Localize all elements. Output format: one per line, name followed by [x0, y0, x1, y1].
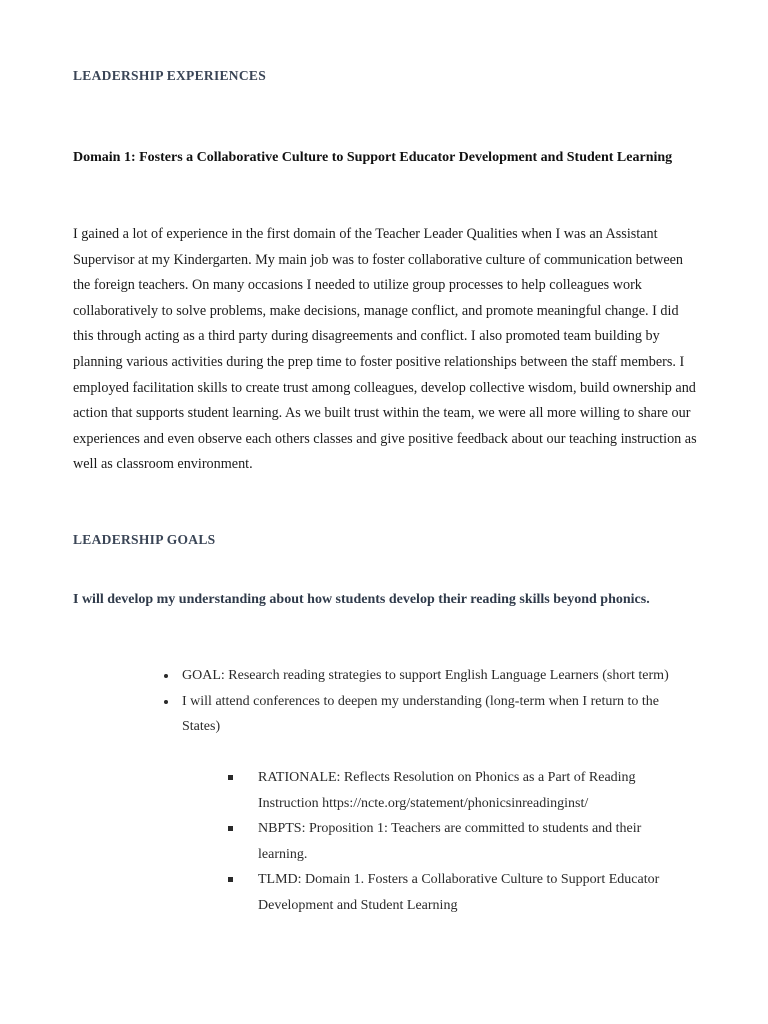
sub-bullet-text: RATIONALE: Reflects Resolution on Phonics as a Part of Reading Instruction https://ncte.org/statement/phonicsinreadinginst/ [258, 770, 636, 811]
bullet-dot-icon [164, 674, 168, 678]
bullet-dot-icon [164, 700, 168, 704]
goal-bullet-list [164, 663, 694, 740]
goal-statement: I will develop my understanding about how students develop their reading skills beyond phonics. [73, 592, 650, 607]
sub-bullet-item [228, 816, 688, 867]
experience-paragraph: I gained a lot of experience in the first domain of the Teacher Leader Qualities when I was an Assistant Supervisor at my Kindergarten. My main job was to foster collaborative culture of communication between the foreign teachers. On many occasions I needed to utilize group processes to help colleagues work collaboratively to solve problems, make decisions, manage conflict, and promote meaningful change. I did this through acting as a third party during disagreements and conflict. I also promoted team building by planning various activities during the prep time to foster positive relationships between the staff members. I employed facilitation skills to create trust among colleagues, develop collective wisdom, build ownership and action that supports student learning. As we built trust within the team, we were all more willing to share our experiences and even observe each others classes and give positive feedback about our teaching instruction as well as classroom environment. [73, 226, 697, 473]
sub-bullet-text: NBPTS: Proposition 1: Teachers are committed to students and their learning. [258, 821, 642, 862]
square-bullet-icon [228, 775, 233, 780]
square-bullet-icon [228, 877, 233, 882]
sub-bullet-item [228, 867, 688, 918]
sub-bullet-item [228, 765, 688, 816]
sub-bullet-text: TLMD: Domain 1. Fosters a Collaborative Culture to Support Educator Development and Student Learning [258, 872, 660, 913]
bullet-item [164, 689, 694, 740]
rationale-bullet-list [228, 765, 688, 918]
square-bullet-icon [228, 826, 233, 831]
leadership-goals-heading: LEADERSHIP GOALS [73, 532, 216, 547]
domain-title: Domain 1: Fosters a Collaborative Culture to Support Educator Development and Student Learning [73, 150, 673, 165]
bullet-text: GOAL: Research reading strategies to support English Language Learners (short term) [182, 668, 669, 683]
bullet-text: I will attend conferences to deepen my understanding (long-term when I return to the States) [182, 693, 660, 734]
leadership-experiences-heading: LEADERSHIP EXPERIENCES [73, 68, 267, 83]
bullet-item [164, 663, 694, 689]
